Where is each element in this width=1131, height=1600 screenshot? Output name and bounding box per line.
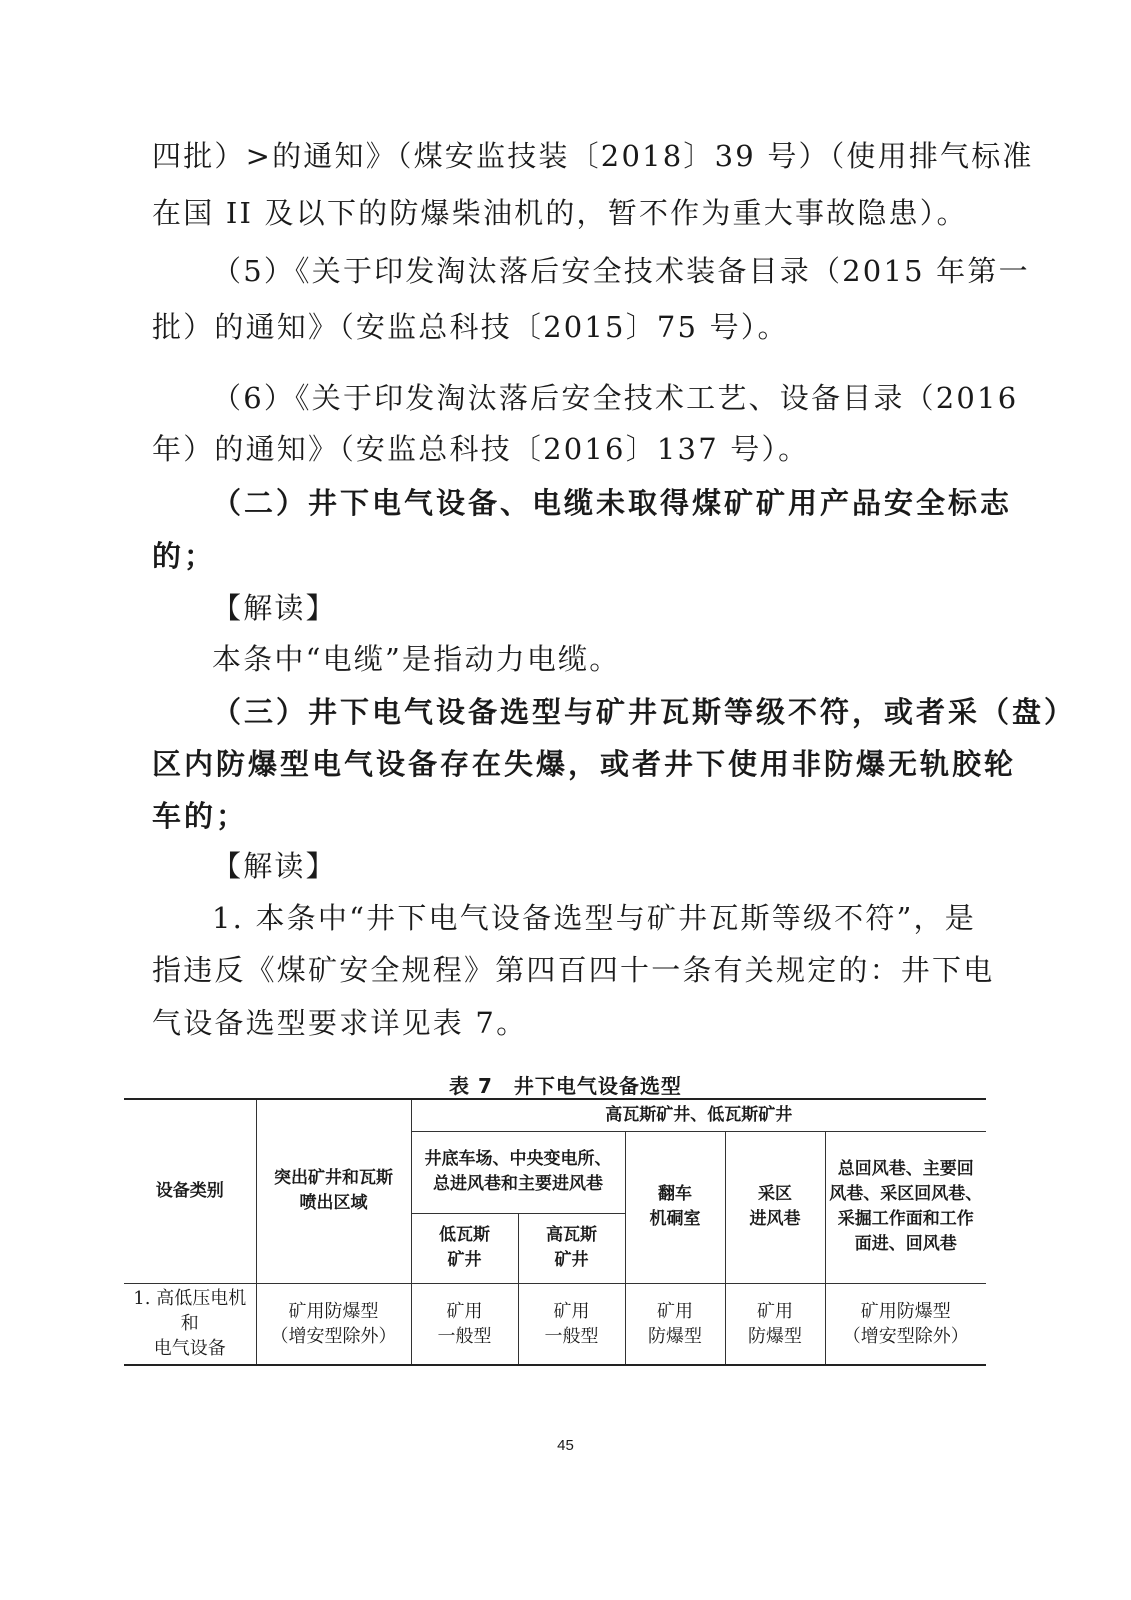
cell-outburst: 矿用防爆型 （增安型除外） (256, 1283, 411, 1365)
paragraph-line: 1. 本条中“井下电气设备选型与矿井瓦斯等级不符”，是 (212, 901, 976, 935)
equipment-selection-table (124, 1098, 986, 1366)
header-mining-intake: 采区 进风巷 (725, 1131, 825, 1283)
paragraph-line: 年）的通知》（安监总科技〔2016〕137 号）。 (152, 432, 810, 466)
cell-return: 矿用防爆型 （增安型除外） (825, 1283, 986, 1365)
table-row (124, 1283, 986, 1365)
paragraph-line: （6）《关于印发淘汰落后安全技术工艺、设备目录（2016 (212, 381, 1019, 415)
header-tipper-chamber: 翻车 机硐室 (625, 1131, 725, 1283)
paragraph-line: 气设备选型要求详见表 7。 (152, 1006, 528, 1040)
cell-low-gas: 矿用 一般型 (411, 1283, 518, 1365)
section-heading-line: 车的； (152, 799, 249, 833)
interpretation-label: 【解读】 (212, 591, 337, 625)
section-heading-line: （三）井下电气设备选型与矿井瓦斯等级不符，或者采（盘） (212, 695, 1077, 729)
paragraph-line: （5）《关于印发淘汰落后安全技术装备目录（2015 年第一 (212, 254, 1030, 288)
header-equipment-type: 设备类别 (124, 1099, 256, 1283)
paragraph-line: 指违反《煤矿安全规程》第四百四十一条有关规定的：井下电 (152, 953, 995, 987)
header-high-gas-mine: 高瓦斯 矿井 (518, 1213, 625, 1283)
page-number: 45 (557, 1437, 574, 1454)
section-heading-line: 区内防爆型电气设备存在失爆，或者井下使用非防爆无轨胶轮 (152, 747, 1017, 781)
interpretation-label: 【解读】 (212, 849, 337, 883)
table-caption: 表 7 井下电气设备选型 (449, 1074, 682, 1098)
paragraph-line: 在国 II 及以下的防爆柴油机的，暂不作为重大事故隐患）。 (152, 196, 968, 230)
header-outburst-zone: 突出矿井和瓦斯 喷出区域 (256, 1099, 411, 1283)
section-heading-line: 的； (152, 539, 217, 573)
header-return-airways: 总回风巷、主要回 风巷、采区回风巷、 采掘工作面和工作 面进、回风巷 (825, 1131, 986, 1283)
paragraph-line: 本条中“电缆”是指动力电缆。 (212, 642, 621, 676)
header-high-low-gas-mine: 高瓦斯矿井、低瓦斯矿井 (411, 1099, 986, 1131)
cell-tipper: 矿用 防爆型 (625, 1283, 725, 1365)
paragraph-line: 批）的通知》（安监总科技〔2015〕75 号）。 (152, 310, 789, 344)
paragraph-line: 四批）>的通知》（煤安监技装〔2018〕39 号）（使用排气标准 (152, 139, 1034, 173)
section-heading-line: （二）井下电气设备、电缆未取得煤矿矿用产品安全标志 (212, 486, 1013, 520)
header-shaft-bottom: 井底车场、中央变电所、 总进风巷和主要进风巷 (411, 1131, 625, 1213)
cell-mining-intake: 矿用 防爆型 (725, 1283, 825, 1365)
cell-equipment: 1. 高低压电机和 电气设备 (124, 1283, 256, 1365)
header-low-gas-mine: 低瓦斯 矿井 (411, 1213, 518, 1283)
cell-high-gas: 矿用 一般型 (518, 1283, 625, 1365)
